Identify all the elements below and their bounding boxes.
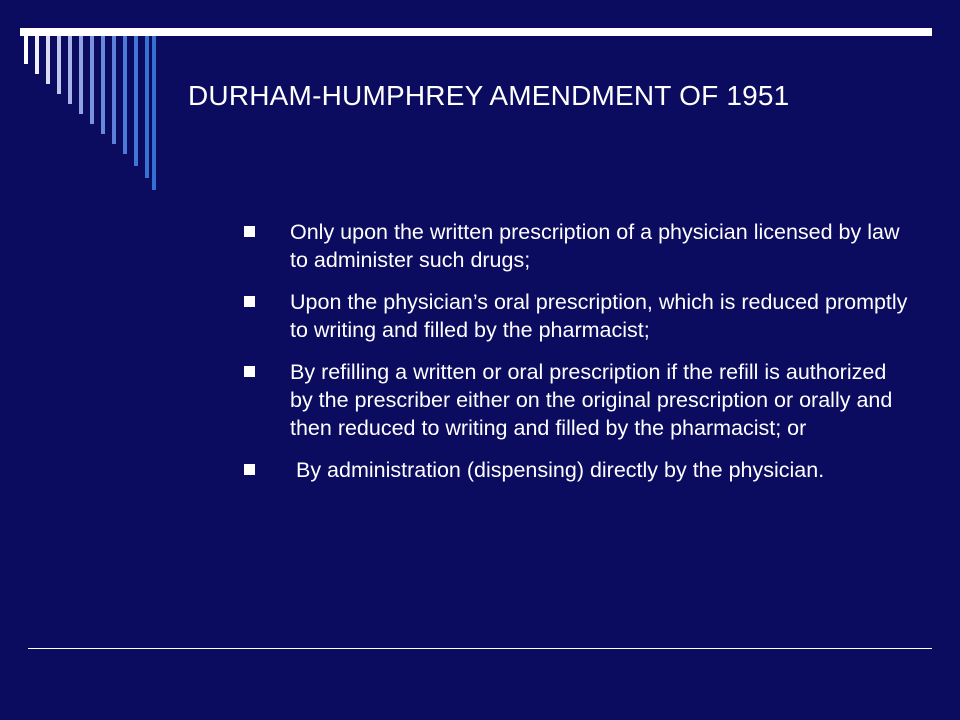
square-bullet-icon xyxy=(244,296,255,307)
decorative-bar xyxy=(101,36,105,134)
top-rule xyxy=(20,28,932,36)
bullet-text: Only upon the written prescription of a physician licensed by law to administer such drugs; xyxy=(290,220,900,272)
list-item xyxy=(244,218,914,274)
decorative-bar xyxy=(134,36,138,166)
decorative-bar xyxy=(68,36,72,104)
decorative-bar xyxy=(46,36,50,84)
decorative-bar xyxy=(152,36,156,190)
list-item xyxy=(244,288,914,344)
bullet-text: Upon the physician’s oral prescription, which is reduced promptly to writing and filled by the pharmacist; xyxy=(290,290,908,342)
decorative-bar xyxy=(90,36,94,124)
slide-title: DURHAM-HUMPHREY AMENDMENT OF 1951 xyxy=(188,80,790,111)
decorative-bar xyxy=(35,36,39,74)
decorative-bar xyxy=(57,36,61,94)
decorative-bar xyxy=(24,36,28,64)
decorative-bar xyxy=(79,36,83,114)
bullet-list xyxy=(244,218,914,498)
bullet-text: By refilling a written or oral prescription if the refill is authorized by the prescriber either on the original prescription or orally and then reduced to writing and filled by the pharmacist; or xyxy=(290,360,893,440)
bottom-rule xyxy=(28,648,932,649)
square-bullet-icon xyxy=(244,366,255,377)
list-item xyxy=(244,456,914,484)
square-bullet-icon xyxy=(244,464,255,475)
decorative-bar xyxy=(112,36,116,144)
list-item xyxy=(244,358,914,442)
decorative-bar xyxy=(145,36,149,178)
square-bullet-icon xyxy=(244,226,255,237)
bullet-text: By administration (dispensing) directly by the physician. xyxy=(290,458,825,482)
decorative-bar xyxy=(123,36,127,154)
